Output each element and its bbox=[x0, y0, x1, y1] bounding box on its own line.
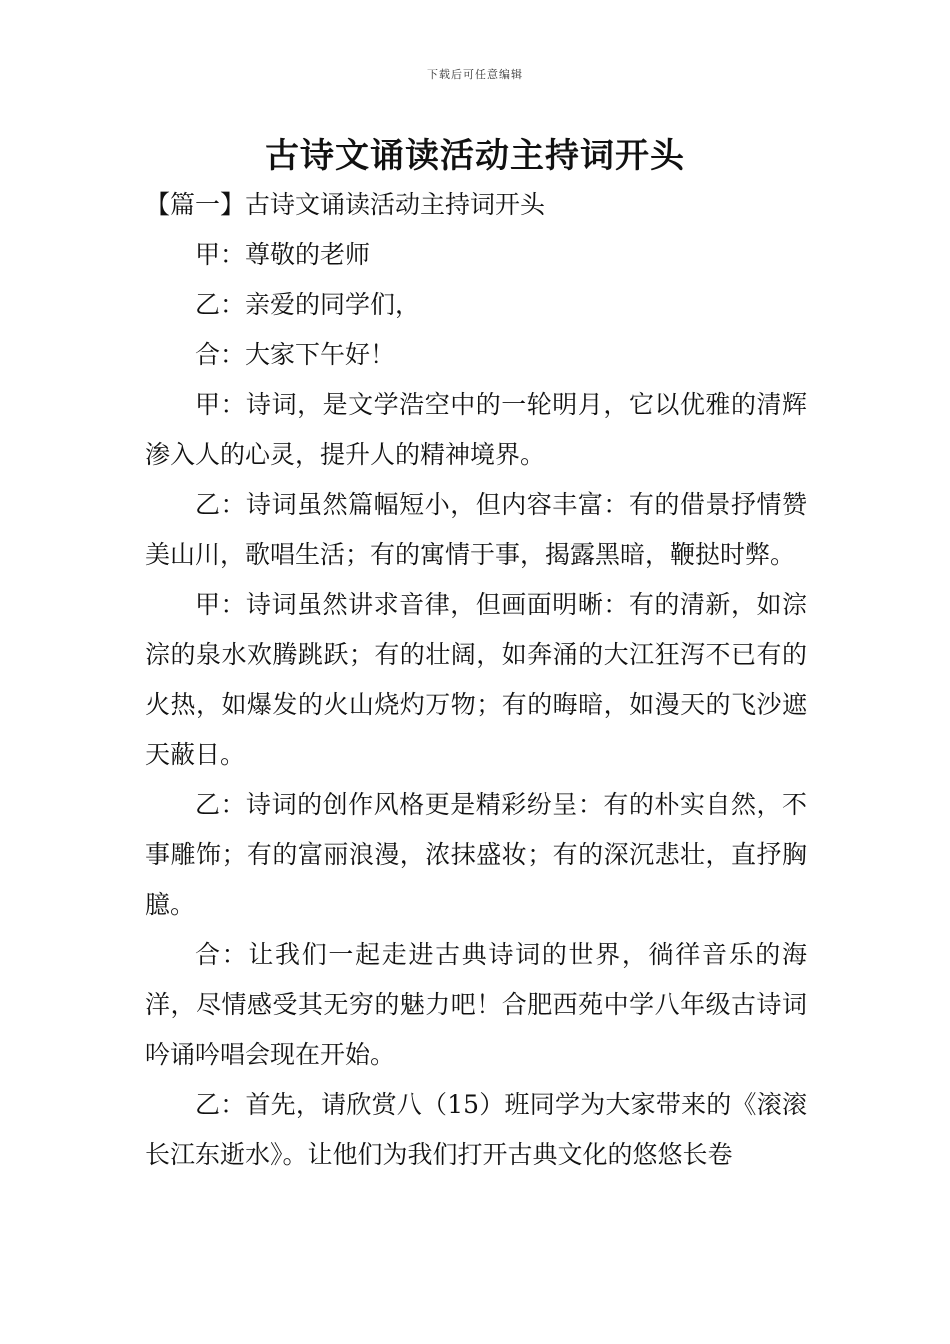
document-title: 古诗文诵读活动主持词开头 bbox=[265, 136, 685, 176]
header-note: 下载后可任意编辑 bbox=[427, 68, 523, 81]
paragraph: 乙：诗词虽然篇幅短小，但内容丰富：有的借景抒情赞美山川，歌唱生活；有的寓情于事，揭露黑暗，鞭挞时弊。 bbox=[145, 490, 807, 569]
paragraph: 甲：诗词，是文学浩空中的一轮明月，它以优雅的清辉渗入人的心灵，提升人的精神境界。 bbox=[145, 390, 807, 469]
paragraph: 乙：亲爱的同学们， bbox=[195, 290, 421, 319]
paragraph: 合：大家下午好！ bbox=[195, 340, 396, 369]
document-body bbox=[145, 180, 807, 1180]
paragraph: 甲：诗词虽然讲求音律，但画面明晰：有的清新，如淙淙的泉水欢腾跳跃；有的壮阔，如奔涌的大江狂泻不已有的火热，如爆发的火山烧灼万物；有的晦暗，如漫天的飞沙遮天蔽日。 bbox=[145, 590, 807, 769]
paragraph: 乙：首先，请欣赏八（15）班同学为大家带来的《滚滚长江东逝水》。让他们为我们打开古典文化的悠悠长卷 bbox=[145, 1090, 807, 1169]
section-heading: 【篇一】古诗文诵读活动主持词开头 bbox=[145, 190, 546, 219]
paragraph: 甲：尊敬的老师 bbox=[195, 240, 371, 269]
paragraph: 乙：诗词的创作风格更是精彩纷呈：有的朴实自然，不事雕饰；有的富丽浪漫，浓抹盛妆；有的深沉悲壮，直抒胸臆。 bbox=[145, 790, 807, 919]
paragraph: 合：让我们一起走进古典诗词的世界，徜徉音乐的海洋，尽情感受其无穷的魅力吧！合肥西苑中学八年级古诗词吟诵吟唱会现在开始。 bbox=[145, 940, 807, 1069]
